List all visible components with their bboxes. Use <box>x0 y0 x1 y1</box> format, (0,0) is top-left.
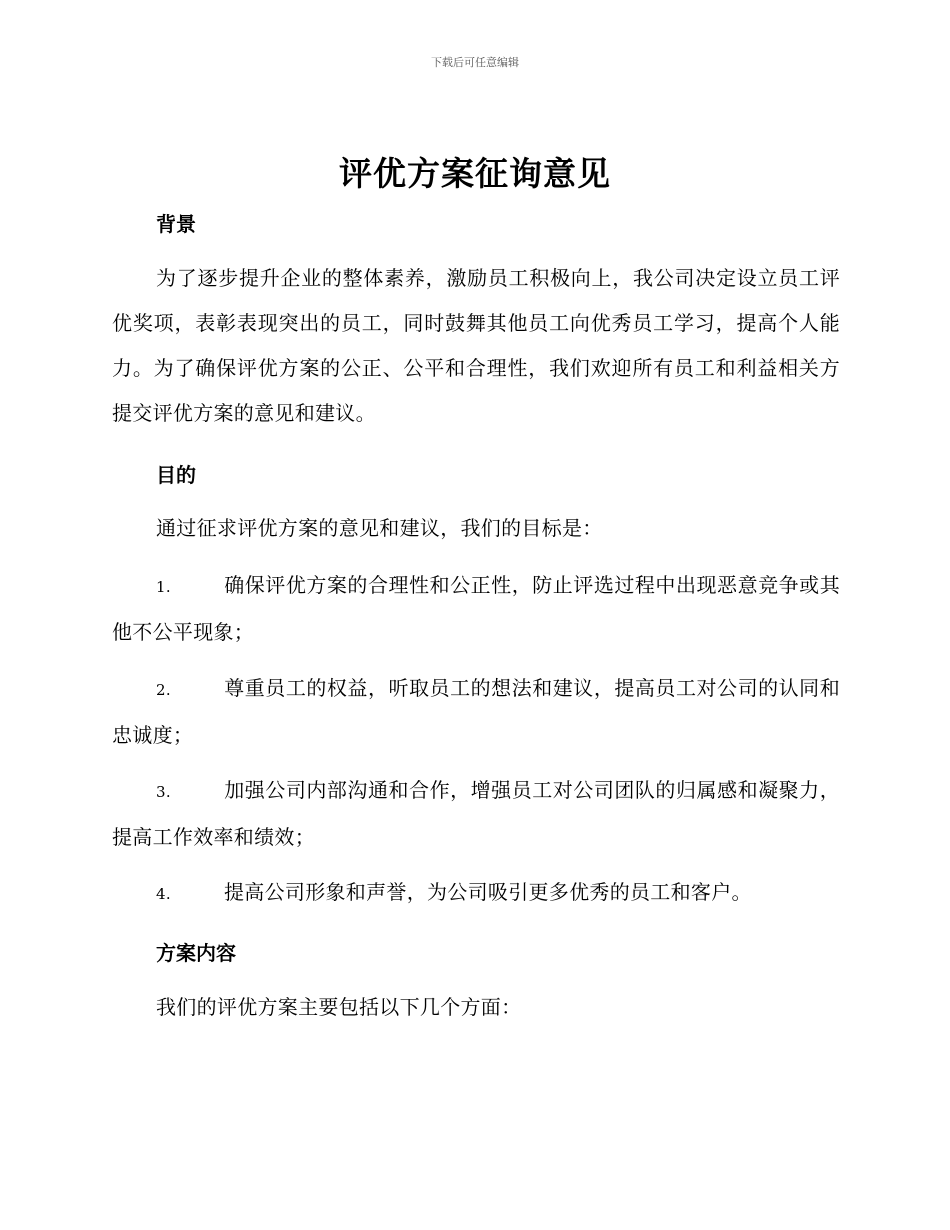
plan-content-intro-paragraph: 我们的评优方案主要包括以下几个方面： <box>156 995 522 1019</box>
section-heading-plan-content: 方案内容 <box>156 941 236 965</box>
list-item-number: 4. <box>156 885 171 903</box>
list-item-text: 提高公司形象和声誉，为公司吸引更多优秀的员工和客户。 <box>224 880 752 904</box>
list-item-number: 1. <box>156 578 171 596</box>
background-paragraph: 为了逐步提升企业的整体素养，激励员工积极向上，我公司决定设立员工评优奖项，表彰表现突出的员工，同时鼓舞其他员工向优秀员工学习，提高个人能力。为了确保评优方案的公正、公平和合理性，我们欢迎所有员工和利益相关方提交评优方案的意见和建议。 <box>112 266 840 425</box>
page-header-note: 下载后可任意编辑 <box>431 56 519 69</box>
list-item <box>112 563 840 655</box>
section-heading-background: 背景 <box>156 212 196 236</box>
section-heading-purpose: 目的 <box>156 463 196 487</box>
document-title: 评优方案征询意见 <box>339 154 611 193</box>
list-item <box>112 768 840 860</box>
list-item-text: 确保评优方案的合理性和公正性，防止评选过程中出现恶意竞争或其他不公平现象； <box>112 573 840 644</box>
list-item-text: 加强公司内部沟通和合作，增强员工对公司团队的归属感和凝聚力，提高工作效率和绩效； <box>112 778 840 849</box>
list-item <box>112 666 840 758</box>
list-item-number: 2. <box>156 681 171 699</box>
purpose-intro-paragraph: 通过征求评优方案的意见和建议，我们的目标是： <box>156 516 603 540</box>
list-item-text: 尊重员工的权益，听取员工的想法和建议，提高员工对公司的认同和忠诚度； <box>112 676 840 747</box>
list-item-number: 3. <box>156 783 171 801</box>
list-item <box>112 870 840 917</box>
